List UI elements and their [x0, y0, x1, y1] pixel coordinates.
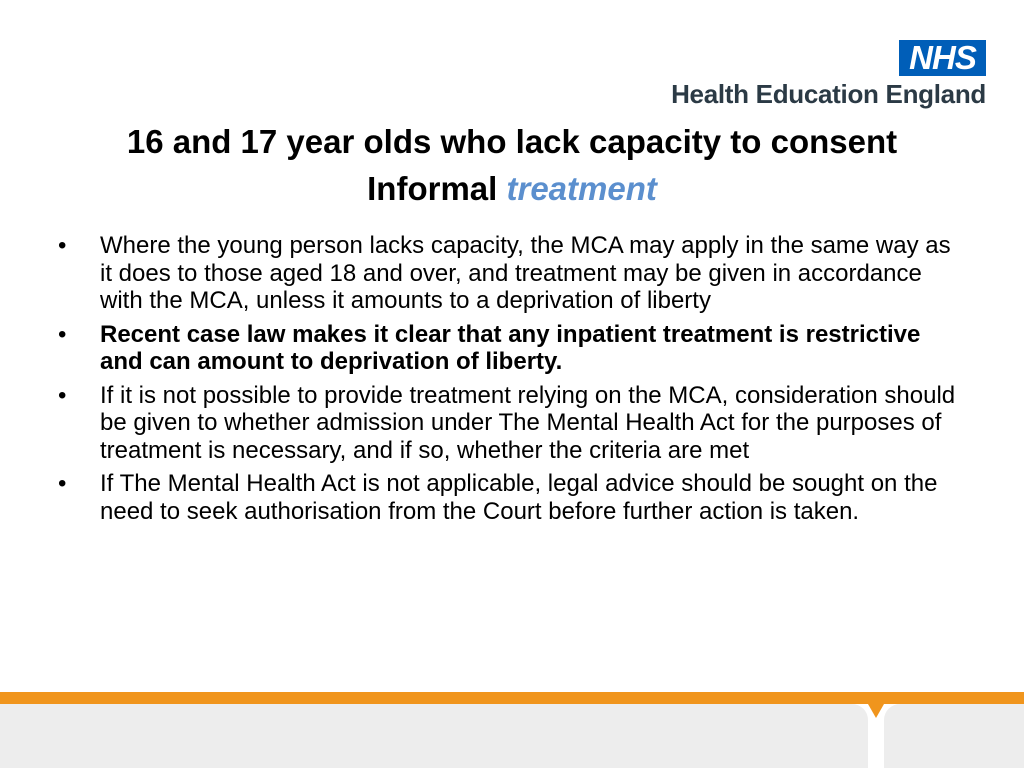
title-line-2 — [0, 165, 1024, 212]
bullet-text: Where the young person lacks capacity, the MCA may apply in the same way as it does to those aged 18 and over, and treatment may be given in accordance with the MCA, unless it amounts to a deprivation of liberty — [100, 232, 951, 314]
footer-panel-left — [0, 704, 868, 768]
title-accent-word: treatment — [506, 170, 657, 207]
bullet-text: Recent case law makes it clear that any inpatient treatment is restrictive and can amount to deprivation of liberty. — [100, 320, 921, 375]
bullet-text: If it is not possible to provide treatment relying on the MCA, consideration should be given to whether admission under The Mental Health Act for the purposes of treatment is necessary, and if so, whether the criteria are met — [100, 381, 956, 464]
organization-name: Health Education England — [671, 79, 986, 109]
bullet-list — [58, 232, 958, 531]
title-plain-word: Informal — [367, 170, 498, 207]
title-line-1: 16 and 17 year olds who lack capacity to consent — [126, 123, 898, 160]
bullet-item-2 — [58, 321, 958, 376]
bullet-item-3 — [58, 382, 958, 465]
bullet-marker: • — [58, 232, 67, 259]
footer-panel-right — [884, 704, 1024, 768]
footer-accent-bar — [0, 692, 1024, 704]
bullet-text: If The Mental Health Act is not applicable, legal advice should be sought on the need to seek authorisation from the Court before further action is taken. — [100, 470, 938, 525]
footer-notch — [868, 704, 884, 718]
nhs-logo-box: NHS — [899, 40, 986, 76]
bullet-item-1 — [58, 232, 958, 315]
slide-title — [0, 118, 1024, 212]
bullet-marker: • — [58, 381, 67, 409]
bullet-marker: • — [58, 320, 67, 348]
hee-logo — [626, 40, 986, 110]
bullet-item-4 — [58, 470, 958, 525]
bullet-marker: • — [58, 470, 67, 497]
